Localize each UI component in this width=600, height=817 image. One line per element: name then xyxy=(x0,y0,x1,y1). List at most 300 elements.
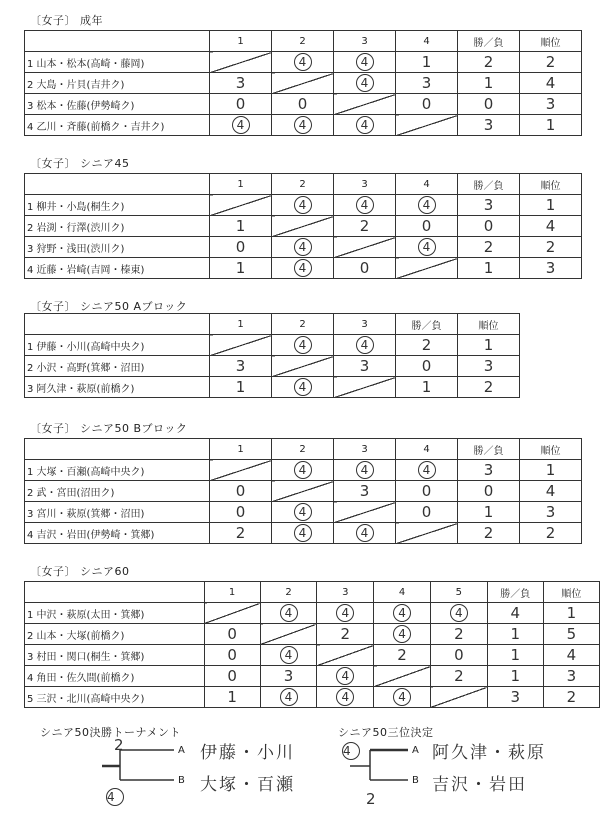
handwritten-value: 4 xyxy=(280,604,298,622)
score-cell xyxy=(430,645,487,666)
handwritten-value: 3 xyxy=(566,667,577,685)
header-cell: 勝／負 xyxy=(458,31,520,52)
round-robin-table xyxy=(24,313,520,398)
wins-losses-cell xyxy=(487,687,543,708)
header-cell: 勝／負 xyxy=(396,314,458,335)
table-row xyxy=(25,237,582,258)
handwritten-value: 4 xyxy=(393,625,411,643)
third-label-a: A xyxy=(412,745,419,756)
score-cell xyxy=(204,645,260,666)
handwritten-value: 2 xyxy=(545,53,556,71)
header-cell: 2 xyxy=(260,582,317,603)
handwritten-value: 1 xyxy=(227,688,237,706)
wins-losses-cell xyxy=(487,666,543,687)
rank-cell xyxy=(520,94,582,115)
player-pair-name: 1 中沢・萩原(太田・箕郷) xyxy=(25,603,205,624)
self-match-cell xyxy=(272,216,334,237)
handwritten-value: 0 xyxy=(483,217,494,235)
handwritten-value: 4 xyxy=(280,688,298,706)
score-cell xyxy=(260,645,317,666)
rank-cell xyxy=(458,335,520,356)
third-place-title: シニア50三位決定 xyxy=(338,726,434,739)
final-tournament-title: シニア50決勝トーナメント xyxy=(40,726,182,739)
handwritten-value: 3 xyxy=(483,357,494,375)
handwritten-value: 4 xyxy=(294,503,312,521)
handwritten-value: 1 xyxy=(510,646,521,664)
player-pair-name: 2 武・宮田(沼田ク) xyxy=(25,481,210,502)
rank-cell xyxy=(520,237,582,258)
handwritten-value: 4 xyxy=(418,238,436,256)
third-label-b: B xyxy=(412,775,419,786)
self-match-cell xyxy=(204,603,260,624)
handwritten-value: 4 xyxy=(393,604,411,622)
handwritten-value: 0 xyxy=(421,482,432,500)
handwritten-value: 4 xyxy=(356,336,374,354)
header-cell: 勝／負 xyxy=(458,174,520,195)
section-title-seinen: 〔女子〕 成年 xyxy=(30,14,103,27)
rank-cell xyxy=(543,603,599,624)
player-pair-name: 4 吉沢・岩田(伊勢崎・箕郷) xyxy=(25,523,210,544)
handwritten-value: 2 xyxy=(483,378,494,396)
handwritten-value: 2 xyxy=(421,336,432,354)
score-cell xyxy=(334,258,396,279)
table-row xyxy=(25,502,582,523)
header-cell: 3 xyxy=(334,314,396,335)
self-match-cell xyxy=(334,237,396,258)
handwritten-value: 2 xyxy=(483,524,494,542)
score-cell xyxy=(317,666,374,687)
score-cell xyxy=(396,237,458,258)
score-cell xyxy=(204,687,260,708)
handwritten-value: 4 xyxy=(280,646,298,664)
handwritten-value: 0 xyxy=(454,646,464,664)
handwritten-value: 3 xyxy=(545,259,556,277)
self-match-cell xyxy=(210,335,272,356)
handwritten-value: 4 xyxy=(294,196,312,214)
handwritten-value: 0 xyxy=(235,503,246,521)
score-cell xyxy=(210,523,272,544)
self-match-cell xyxy=(210,52,272,73)
score-cell xyxy=(334,460,396,481)
player-pair-name: 2 岩渕・行澤(渋川ク) xyxy=(25,216,210,237)
score-cell xyxy=(396,460,458,481)
self-match-cell xyxy=(272,356,334,377)
handwritten-value: 2 xyxy=(454,667,464,685)
player-pair-name: 1 山本・松本(高崎・藤岡) xyxy=(25,52,210,73)
table-row xyxy=(25,624,600,645)
player-pair-name: 4 近藤・岩崎(吉岡・榛東) xyxy=(25,258,210,279)
table-row xyxy=(25,481,582,502)
handwritten-value: 1 xyxy=(421,378,432,396)
handwritten-value: 3 xyxy=(359,357,370,375)
handwritten-value: 2 xyxy=(566,688,577,706)
table-row xyxy=(25,115,582,136)
table-row xyxy=(25,195,582,216)
player-pair-name: 1 伊藤・小川(高崎中央ク) xyxy=(25,335,210,356)
table-row xyxy=(25,603,600,624)
wins-losses-cell xyxy=(458,52,520,73)
score-cell xyxy=(396,73,458,94)
table-row xyxy=(25,258,582,279)
player-pair-name: 2 小沢・高野(箕郷・沼田) xyxy=(25,356,210,377)
header-cell: 4 xyxy=(374,582,431,603)
score-cell xyxy=(210,502,272,523)
self-match-cell xyxy=(272,73,334,94)
player-pair-name: 3 松本・佐藤(伊勢崎ク) xyxy=(25,94,210,115)
handwritten-value: 4 xyxy=(545,482,556,500)
player-pair-name: 4 乙川・斉藤(前橋ク・吉井ク) xyxy=(25,115,210,136)
table-row xyxy=(25,94,582,115)
handwritten-value: 4 xyxy=(545,74,556,92)
handwritten-value: 1 xyxy=(510,667,521,685)
header-cell: 3 xyxy=(334,439,396,460)
self-match-cell xyxy=(396,258,458,279)
header-cell: 順位 xyxy=(543,582,599,603)
score-cell xyxy=(317,624,374,645)
handwritten-value: 1 xyxy=(566,604,577,622)
header-cell: 1 xyxy=(210,439,272,460)
score-cell xyxy=(334,216,396,237)
score-cell xyxy=(210,377,272,398)
table-row xyxy=(25,687,600,708)
score-cell xyxy=(210,481,272,502)
handwritten-value: 0 xyxy=(421,503,432,521)
table-row xyxy=(25,52,582,73)
score-cell xyxy=(204,666,260,687)
handwritten-value: 0 xyxy=(483,95,494,113)
rank-cell xyxy=(520,258,582,279)
rank-cell xyxy=(520,502,582,523)
table-row xyxy=(25,666,600,687)
wins-losses-cell xyxy=(396,356,458,377)
handwritten-value: 3 xyxy=(510,688,521,706)
handwritten-value: 4 xyxy=(393,688,411,706)
rank-cell xyxy=(543,624,599,645)
final-score-a: 2 xyxy=(114,736,124,754)
score-cell xyxy=(272,115,334,136)
handwritten-value: 4 xyxy=(356,53,374,71)
wins-losses-cell xyxy=(396,377,458,398)
handwritten-value: 1 xyxy=(235,259,246,277)
self-match-cell xyxy=(396,115,458,136)
handwritten-value: 4 xyxy=(294,116,312,134)
self-match-cell xyxy=(334,377,396,398)
score-cell xyxy=(396,502,458,523)
score-cell xyxy=(334,481,396,502)
rank-cell xyxy=(458,377,520,398)
handwritten-value: 0 xyxy=(421,95,432,113)
score-cell xyxy=(334,335,396,356)
score-cell xyxy=(260,603,317,624)
score-cell xyxy=(334,523,396,544)
score-cell xyxy=(272,377,334,398)
handwritten-value: 4 xyxy=(294,238,312,256)
handwritten-value: 3 xyxy=(545,95,556,113)
rank-cell xyxy=(458,356,520,377)
score-cell xyxy=(374,624,431,645)
handwritten-value: 4 xyxy=(294,259,312,277)
score-cell xyxy=(272,52,334,73)
handwritten-value: 4 xyxy=(294,461,312,479)
score-cell xyxy=(396,216,458,237)
handwritten-value: 1 xyxy=(483,336,494,354)
wins-losses-cell xyxy=(458,258,520,279)
header-cell: 2 xyxy=(272,174,334,195)
score-cell xyxy=(334,195,396,216)
handwritten-value: 1 xyxy=(483,259,494,277)
wins-losses-cell xyxy=(458,115,520,136)
handwritten-value: 1 xyxy=(483,503,494,521)
header-cell: 5 xyxy=(430,582,487,603)
round-robin-table xyxy=(24,30,582,136)
handwritten-value: 1 xyxy=(483,74,494,92)
player-pair-name: 2 大島・片貝(吉井ク) xyxy=(25,73,210,94)
header-cell: 4 xyxy=(396,31,458,52)
section-title-senior45: 〔女子〕 シニア45 xyxy=(30,157,130,170)
header-cell: 順位 xyxy=(520,174,582,195)
table-row xyxy=(25,356,520,377)
score-cell xyxy=(210,115,272,136)
player-pair-name: 3 村田・関口(桐生・箕郷) xyxy=(25,645,205,666)
header-cell xyxy=(25,174,210,195)
table-row xyxy=(25,73,582,94)
score-cell xyxy=(334,52,396,73)
handwritten-value: 3 xyxy=(545,503,556,521)
handwritten-value: 1 xyxy=(545,461,556,479)
final-label-a: A xyxy=(178,745,185,756)
handwritten-value: 4 xyxy=(418,196,436,214)
header-cell: 4 xyxy=(396,174,458,195)
self-match-cell xyxy=(317,645,374,666)
handwritten-value: 0 xyxy=(421,357,432,375)
score-cell xyxy=(430,666,487,687)
header-cell: 1 xyxy=(210,314,272,335)
handwritten-value: 4 xyxy=(566,646,577,664)
handwritten-value: 3 xyxy=(421,74,432,92)
handwritten-value: 2 xyxy=(483,238,494,256)
handwritten-value: 4 xyxy=(336,667,354,685)
player-pair-name: 1 柳井・小島(桐生ク) xyxy=(25,195,210,216)
score-cell xyxy=(210,237,272,258)
score-cell xyxy=(334,356,396,377)
wins-losses-cell xyxy=(487,603,543,624)
handwritten-value: 4 xyxy=(356,196,374,214)
rank-cell xyxy=(520,523,582,544)
wins-losses-cell xyxy=(458,481,520,502)
handwritten-value: 3 xyxy=(359,482,370,500)
score-cell xyxy=(204,624,260,645)
wins-losses-cell xyxy=(396,335,458,356)
score-cell xyxy=(374,645,431,666)
rank-cell xyxy=(543,645,599,666)
score-cell xyxy=(272,258,334,279)
handwritten-value: 0 xyxy=(235,482,246,500)
table-row xyxy=(25,335,520,356)
self-match-cell xyxy=(396,523,458,544)
header-cell: 4 xyxy=(396,439,458,460)
rank-cell xyxy=(543,666,599,687)
handwritten-value: 3 xyxy=(283,667,294,685)
header-cell xyxy=(25,582,205,603)
third-player-b: 吉沢・岩田 xyxy=(432,775,527,795)
header-cell: 2 xyxy=(272,31,334,52)
wins-losses-cell xyxy=(487,645,543,666)
self-match-cell xyxy=(260,624,317,645)
header-cell xyxy=(25,439,210,460)
wins-losses-cell xyxy=(458,523,520,544)
header-cell xyxy=(25,31,210,52)
handwritten-value: 2 xyxy=(483,53,494,71)
handwritten-value: 4 xyxy=(356,524,374,542)
score-cell xyxy=(334,115,396,136)
score-cell xyxy=(396,52,458,73)
score-cell xyxy=(260,687,317,708)
header-cell: 1 xyxy=(204,582,260,603)
score-cell xyxy=(272,502,334,523)
score-cell xyxy=(396,94,458,115)
handwritten-value: 3 xyxy=(483,196,494,214)
self-match-cell xyxy=(374,666,431,687)
table-row xyxy=(25,523,582,544)
score-cell xyxy=(272,94,334,115)
score-cell xyxy=(210,73,272,94)
final-label-b: B xyxy=(178,775,185,786)
header-cell: 勝／負 xyxy=(487,582,543,603)
rank-cell xyxy=(520,115,582,136)
header-cell: 2 xyxy=(272,439,334,460)
handwritten-value: 4 xyxy=(510,604,521,622)
wins-losses-cell xyxy=(458,94,520,115)
handwritten-value: 0 xyxy=(235,95,246,113)
handwritten-value: 4 xyxy=(356,116,374,134)
handwritten-value: 1 xyxy=(235,217,246,235)
header-cell: 順位 xyxy=(520,31,582,52)
rank-cell xyxy=(520,481,582,502)
score-cell xyxy=(396,481,458,502)
third-score-a: 4 xyxy=(342,742,360,760)
handwritten-value: 4 xyxy=(418,461,436,479)
handwritten-value: 2 xyxy=(340,625,351,643)
handwritten-value: 5 xyxy=(566,625,577,643)
score-cell xyxy=(317,603,374,624)
wins-losses-cell xyxy=(458,216,520,237)
score-cell xyxy=(210,94,272,115)
handwritten-value: 3 xyxy=(235,357,246,375)
section-title-senior50a: 〔女子〕 シニア50 Aブロック xyxy=(30,300,188,313)
handwritten-value: 4 xyxy=(545,217,556,235)
header-cell: 順位 xyxy=(458,314,520,335)
table-row xyxy=(25,216,582,237)
self-match-cell xyxy=(334,502,396,523)
handwritten-value: 2 xyxy=(235,524,246,542)
header-cell: 3 xyxy=(334,31,396,52)
score-cell xyxy=(430,624,487,645)
handwritten-value: 4 xyxy=(356,461,374,479)
header-cell xyxy=(25,314,210,335)
wins-losses-cell xyxy=(458,460,520,481)
handwritten-value: 4 xyxy=(294,336,312,354)
wins-losses-cell xyxy=(458,502,520,523)
player-pair-name: 5 三沢・北川(高崎中央ク) xyxy=(25,687,205,708)
rank-cell xyxy=(543,687,599,708)
handwritten-value: 0 xyxy=(227,667,237,685)
score-cell xyxy=(210,216,272,237)
score-cell xyxy=(374,603,431,624)
third-score-b: 2 xyxy=(366,790,376,808)
player-pair-name: 3 阿久津・萩原(前橋ク) xyxy=(25,377,210,398)
handwritten-value: 4 xyxy=(356,74,374,92)
score-cell xyxy=(272,237,334,258)
handwritten-value: 4 xyxy=(294,53,312,71)
rank-cell xyxy=(520,195,582,216)
player-pair-name: 1 大塚・百瀬(高崎中央ク) xyxy=(25,460,210,481)
handwritten-value: 1 xyxy=(545,196,556,214)
rank-cell xyxy=(520,52,582,73)
handwritten-value: 3 xyxy=(483,116,494,134)
score-cell xyxy=(272,195,334,216)
final-score-b: 4 xyxy=(106,788,124,806)
handwritten-value: 2 xyxy=(545,238,556,256)
self-match-cell xyxy=(334,94,396,115)
player-pair-name: 3 狩野・浅田(渋川ク) xyxy=(25,237,210,258)
handwritten-value: 3 xyxy=(483,461,494,479)
score-cell xyxy=(317,687,374,708)
table-row xyxy=(25,377,520,398)
score-cell xyxy=(272,523,334,544)
rank-cell xyxy=(520,216,582,237)
self-match-cell xyxy=(210,195,272,216)
handwritten-value: 3 xyxy=(235,74,246,92)
handwritten-value: 0 xyxy=(227,625,237,643)
score-cell xyxy=(430,603,487,624)
third-player-a: 阿久津・萩原 xyxy=(432,743,546,763)
handwritten-value: 0 xyxy=(359,259,370,277)
final-player-b: 大塚・百瀬 xyxy=(200,775,295,795)
self-match-cell xyxy=(430,687,487,708)
score-cell xyxy=(396,195,458,216)
score-cell xyxy=(272,335,334,356)
handwritten-value: 4 xyxy=(336,604,354,622)
handwritten-value: 2 xyxy=(359,217,370,235)
rank-cell xyxy=(520,73,582,94)
wins-losses-cell xyxy=(458,73,520,94)
handwritten-value: 0 xyxy=(227,646,237,664)
wins-losses-cell xyxy=(487,624,543,645)
header-cell: 2 xyxy=(272,314,334,335)
header-cell: 1 xyxy=(210,31,272,52)
rank-cell xyxy=(520,460,582,481)
handwritten-value: 1 xyxy=(545,116,556,134)
score-cell xyxy=(272,460,334,481)
header-cell: 1 xyxy=(210,174,272,195)
wins-losses-cell xyxy=(458,195,520,216)
handwritten-value: 2 xyxy=(545,524,556,542)
handwritten-value: 0 xyxy=(235,238,246,256)
section-title-senior50b: 〔女子〕 シニア50 Bブロック xyxy=(30,422,188,435)
handwritten-value: 4 xyxy=(336,688,354,706)
wins-losses-cell xyxy=(458,237,520,258)
round-robin-table xyxy=(24,173,582,279)
score-cell xyxy=(210,258,272,279)
player-pair-name: 4 角田・佐久間(前橋ク) xyxy=(25,666,205,687)
table-row xyxy=(25,645,600,666)
score-cell xyxy=(260,666,317,687)
handwritten-value: 1 xyxy=(235,378,246,396)
handwritten-value: 2 xyxy=(454,625,464,643)
handwritten-value: 1 xyxy=(510,625,521,643)
self-match-cell xyxy=(272,481,334,502)
section-title-senior60: 〔女子〕 シニア60 xyxy=(30,565,130,578)
